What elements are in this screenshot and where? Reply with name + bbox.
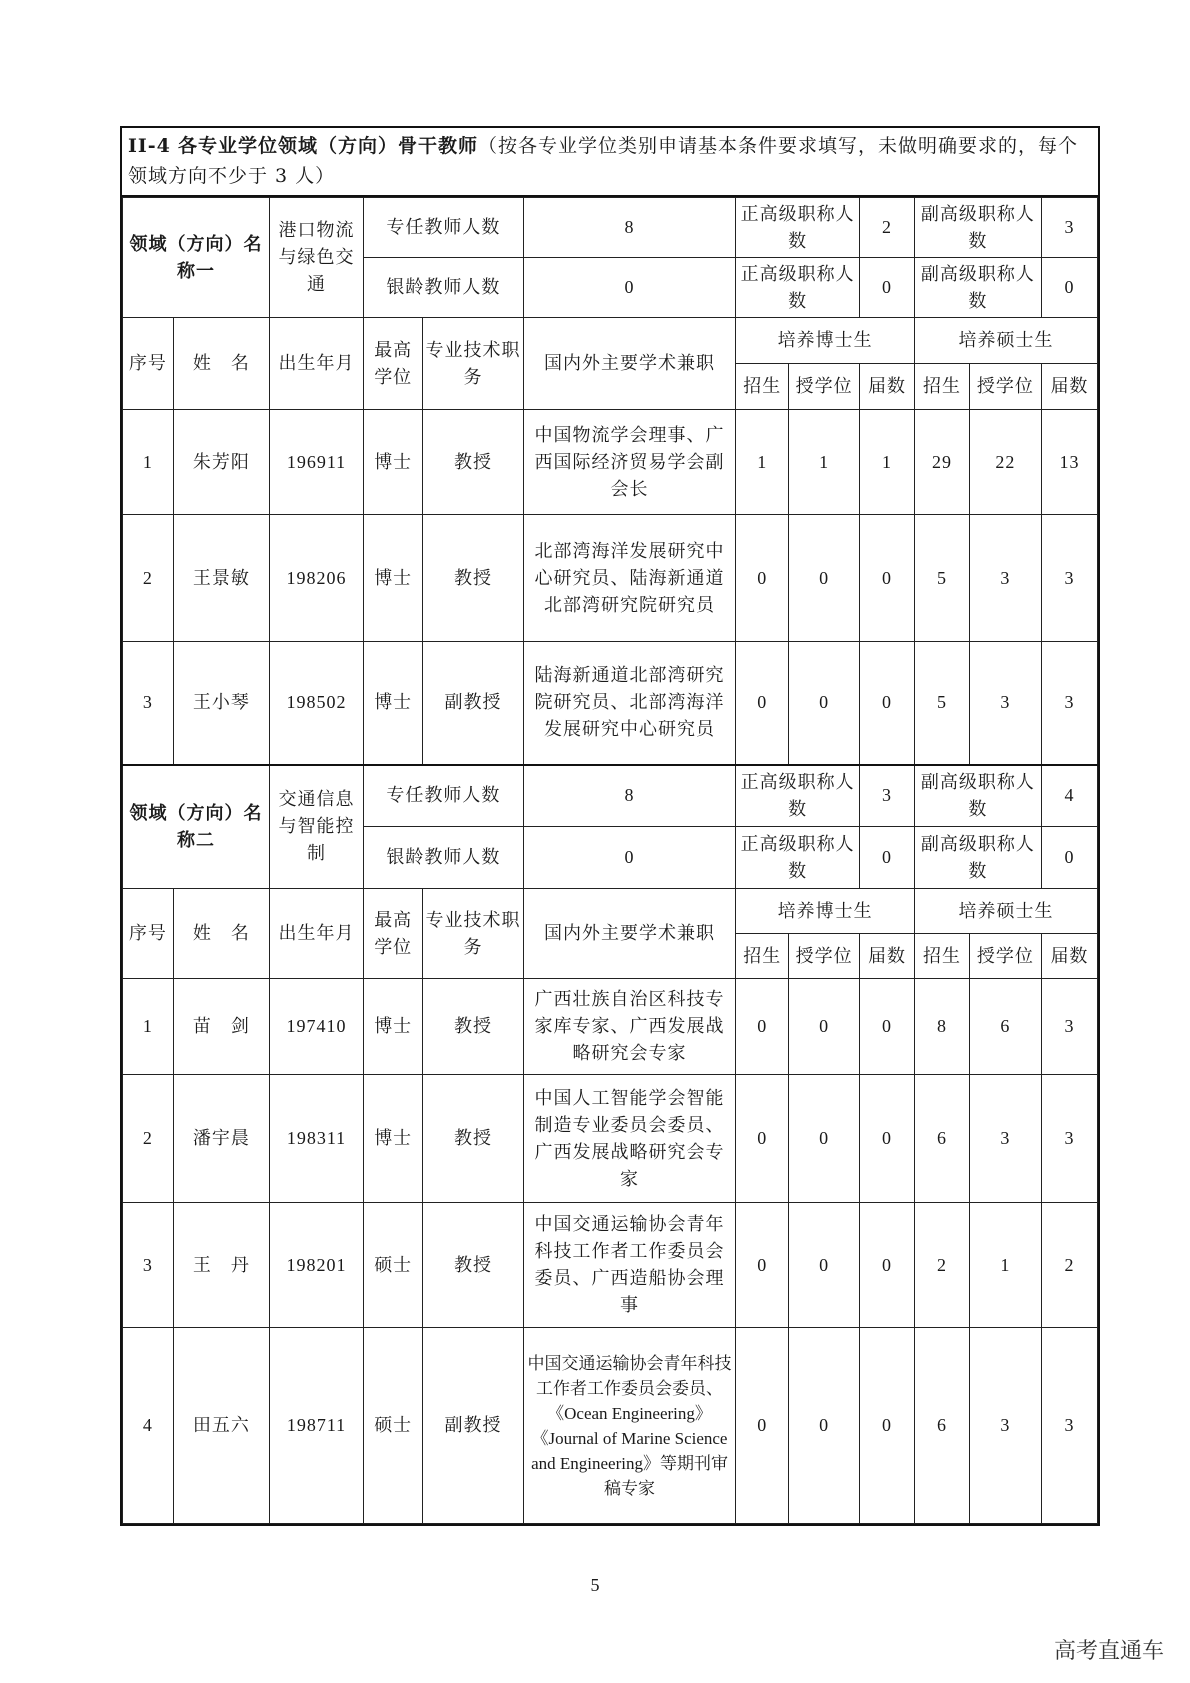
row-name: 田五六: [173, 1328, 269, 1524]
row-ms-enroll: 5: [914, 642, 969, 765]
domain-1-fulltime-count: 8: [523, 198, 736, 258]
row-phd-granted: 0: [789, 1075, 860, 1203]
row-ms-granted: 6: [969, 979, 1041, 1075]
row-duties: 北部湾海洋发展研究中心研究员、陆海新通道北部湾研究院研究员: [523, 515, 736, 642]
table-row: [123, 1075, 1098, 1203]
row-ms-cohorts: 3: [1041, 515, 1097, 642]
row-phd-granted: 0: [789, 979, 860, 1075]
ms-enroll-header: 招生: [914, 934, 969, 979]
row-phd-granted: 0: [789, 515, 860, 642]
row-no: 3: [123, 1203, 174, 1328]
row-ms-granted: 3: [969, 1075, 1041, 1203]
col-duties-header: 国内外主要学术兼职: [523, 318, 736, 410]
row-no: 2: [123, 515, 174, 642]
domain-2-silver-count: 0: [523, 827, 736, 889]
domain-1-silver-count: 0: [523, 258, 736, 318]
domain-2-fulltime-label: 专任教师人数: [364, 765, 524, 827]
row-no: 1: [123, 410, 174, 515]
col-birth-header: 出生年月: [269, 318, 363, 410]
col-name-header: 姓 名: [173, 889, 269, 979]
row-phd-enroll: 0: [736, 1075, 789, 1203]
table-row: [123, 1203, 1098, 1328]
ms-granted-header: 授学位: [969, 364, 1041, 410]
row-ms-cohorts: 3: [1041, 979, 1097, 1075]
row-ms-enroll: 6: [914, 1328, 969, 1524]
row-ms-enroll: 6: [914, 1075, 969, 1203]
row-ms-granted: 1: [969, 1203, 1041, 1328]
row-birth: 196911: [269, 410, 363, 515]
row-degree: 硕士: [364, 1203, 423, 1328]
row-title: 教授: [423, 979, 523, 1075]
row-birth: 197410: [269, 979, 363, 1075]
col-degree-header: 最高学位: [364, 318, 423, 410]
row-ms-granted: 3: [969, 642, 1041, 765]
row-phd-granted: 0: [789, 642, 860, 765]
phd-cohorts-header: 届数: [860, 364, 915, 410]
row-name: 苗 剑: [173, 979, 269, 1075]
ms-enroll-header: 招生: [914, 364, 969, 410]
row-phd-cohorts: 0: [860, 979, 915, 1075]
row-birth: 198311: [269, 1075, 363, 1203]
table-row: [123, 642, 1098, 765]
domain-2-summary-fulltime: [123, 765, 1098, 827]
row-phd-enroll: 0: [736, 1203, 789, 1328]
domain-2-silver-label: 银龄教师人数: [364, 827, 524, 889]
row-name: 王小琴: [173, 642, 269, 765]
domain-1-full-prof-label: 正高级职称人数: [736, 198, 860, 258]
table-row: [123, 1328, 1098, 1524]
row-ms-granted: 3: [969, 1328, 1041, 1524]
row-ms-cohorts: 3: [1041, 642, 1097, 765]
row-no: 3: [123, 642, 174, 765]
faculty-form: [120, 126, 1100, 1526]
domain-2-silver-full-prof-label: 正高级职称人数: [736, 827, 860, 889]
row-degree: 博士: [364, 642, 423, 765]
row-ms-cohorts: 3: [1041, 1075, 1097, 1203]
ms-cohorts-header: 届数: [1041, 934, 1097, 979]
phd-granted-header: 授学位: [789, 934, 860, 979]
domain-1-full-prof-count: 2: [860, 198, 915, 258]
master-group-header: 培养硕士生: [914, 318, 1097, 364]
table-row: [123, 979, 1098, 1075]
domain-1-silver-full-prof-label: 正高级职称人数: [736, 258, 860, 318]
row-degree: 博士: [364, 979, 423, 1075]
row-ms-enroll: 29: [914, 410, 969, 515]
master-group-header: 培养硕士生: [914, 889, 1097, 934]
col-title-header: 专业技术职 务: [423, 889, 523, 979]
row-phd-cohorts: 0: [860, 515, 915, 642]
row-birth: 198502: [269, 642, 363, 765]
row-phd-enroll: 0: [736, 642, 789, 765]
domain-2-silver-full-prof-count: 0: [860, 827, 915, 889]
row-degree: 硕士: [364, 1328, 423, 1524]
col-name-header: 姓 名: [173, 318, 269, 410]
row-duties: 中国交通运输协会青年科技工作者工作委员会委员、《Ocean Engineering》《Journal of Marine Science and Engineering》等期刊审稿专家: [523, 1328, 736, 1524]
row-degree: 博士: [364, 515, 423, 642]
phd-granted-header: 授学位: [789, 364, 860, 410]
section-code: II-4: [128, 135, 171, 157]
row-title: 副教授: [423, 642, 523, 765]
row-degree: 博士: [364, 1075, 423, 1203]
domain-1-fulltime-label: 专任教师人数: [364, 198, 524, 258]
col-no-header: 序号: [123, 318, 174, 410]
ms-granted-header: 授学位: [969, 934, 1041, 979]
col-birth-header: 出生年月: [269, 889, 363, 979]
col-degree-header: 最高学位: [364, 889, 423, 979]
domain-1-silver-assoc-prof-label: 副高级职称人数: [914, 258, 1041, 318]
phd-group-header: 培养博士生: [736, 318, 915, 364]
row-duties: 中国交通运输协会青年科技工作者工作委员会委员、广西造船协会理事: [523, 1203, 736, 1328]
domain-1-summary-fulltime: [123, 198, 1098, 258]
row-birth: 198711: [269, 1328, 363, 1524]
section-note: （按各专业学位类别申请基本条件要求填写，未做明确要求的，每个领域方向不少于 3 人）: [128, 135, 1078, 187]
row-title: 教授: [423, 410, 523, 515]
row-title: 教授: [423, 1075, 523, 1203]
row-ms-granted: 22: [969, 410, 1041, 515]
row-phd-enroll: 0: [736, 515, 789, 642]
row-phd-enroll: 0: [736, 979, 789, 1075]
page-number: 5: [590, 1575, 600, 1595]
row-birth: 198206: [269, 515, 363, 642]
row-ms-cohorts: 2: [1041, 1203, 1097, 1328]
row-duties: 陆海新通道北部湾研究院研究员、北部湾海洋发展研究中心研究员: [523, 642, 736, 765]
row-phd-granted: 1: [789, 410, 860, 515]
domain-2-silver-assoc-prof-label: 副高级职称人数: [914, 827, 1041, 889]
domain-1-assoc-prof-label: 副高级职称人数: [914, 198, 1041, 258]
row-ms-enroll: 5: [914, 515, 969, 642]
row-ms-granted: 3: [969, 515, 1041, 642]
row-phd-granted: 0: [789, 1328, 860, 1524]
section-title: 各专业学位领域（方向）骨干教师: [177, 135, 478, 157]
domain-2-full-prof-count: 3: [860, 765, 915, 827]
row-ms-cohorts: 13: [1041, 410, 1097, 515]
phd-enroll-header: 招生: [736, 364, 789, 410]
phd-group-header: 培养博士生: [736, 889, 915, 934]
domain-2-label: 领域（方向）名称二: [123, 765, 270, 889]
col-no-header: 序号: [123, 889, 174, 979]
domain-2-fulltime-count: 8: [523, 765, 736, 827]
row-phd-cohorts: 0: [860, 642, 915, 765]
domain-1-column-header: [123, 318, 1098, 364]
table-row: [123, 410, 1098, 515]
row-title: 教授: [423, 1203, 523, 1328]
phd-enroll-header: 招生: [736, 934, 789, 979]
domain-2-name: 交通信息与智能控制: [269, 765, 363, 889]
col-duties-header: 国内外主要学术兼职: [523, 889, 736, 979]
domain-2-full-prof-label: 正高级职称人数: [736, 765, 860, 827]
watermark: 高考直通车: [1053, 1639, 1164, 1664]
row-birth: 198201: [269, 1203, 363, 1328]
row-phd-cohorts: 0: [860, 1328, 915, 1524]
row-title: 教授: [423, 515, 523, 642]
row-ms-cohorts: 3: [1041, 1328, 1097, 1524]
col-title-header: 专业技术职 务: [423, 318, 523, 410]
domain-1-silver-full-prof-count: 0: [860, 258, 915, 318]
row-name: 王 丹: [173, 1203, 269, 1328]
domain-2-assoc-prof-label: 副高级职称人数: [914, 765, 1041, 827]
row-ms-enroll: 8: [914, 979, 969, 1075]
row-name: 朱芳阳: [173, 410, 269, 515]
domain-2-column-header: [123, 889, 1098, 934]
domain-1-assoc-prof-count: 3: [1041, 198, 1097, 258]
table-row: [123, 515, 1098, 642]
domain-1-name: 港口物流与绿色交通: [269, 198, 363, 318]
row-degree: 博士: [364, 410, 423, 515]
row-ms-enroll: 2: [914, 1203, 969, 1328]
row-duties: 中国物流学会理事、广西国际经济贸易学会副会长: [523, 410, 736, 515]
row-phd-enroll: 0: [736, 1328, 789, 1524]
row-phd-granted: 0: [789, 1203, 860, 1328]
section-header: [122, 128, 1098, 197]
row-name: 王景敏: [173, 515, 269, 642]
row-phd-cohorts: 0: [860, 1075, 915, 1203]
row-no: 2: [123, 1075, 174, 1203]
row-phd-cohorts: 1: [860, 410, 915, 515]
domain-1-silver-assoc-prof-count: 0: [1041, 258, 1097, 318]
row-no: 4: [123, 1328, 174, 1524]
row-duties: 中国人工智能学会智能制造专业委员会委员、广西发展战略研究会专家: [523, 1075, 736, 1203]
row-duties: 广西壮族自治区科技专家库专家、广西发展战略研究会专家: [523, 979, 736, 1075]
row-phd-enroll: 1: [736, 410, 789, 515]
row-title: 副教授: [423, 1328, 523, 1524]
phd-cohorts-header: 届数: [860, 934, 915, 979]
domain-1-silver-label: 银龄教师人数: [364, 258, 524, 318]
row-phd-cohorts: 0: [860, 1203, 915, 1328]
ms-cohorts-header: 届数: [1041, 364, 1097, 410]
domain-1-label: 领域（方向）名称一: [123, 198, 270, 318]
domain-2-silver-assoc-prof-count: 0: [1041, 827, 1097, 889]
row-no: 1: [123, 979, 174, 1075]
domain-2-assoc-prof-count: 4: [1041, 765, 1097, 827]
faculty-table: [122, 197, 1098, 1524]
row-name: 潘宇晨: [173, 1075, 269, 1203]
